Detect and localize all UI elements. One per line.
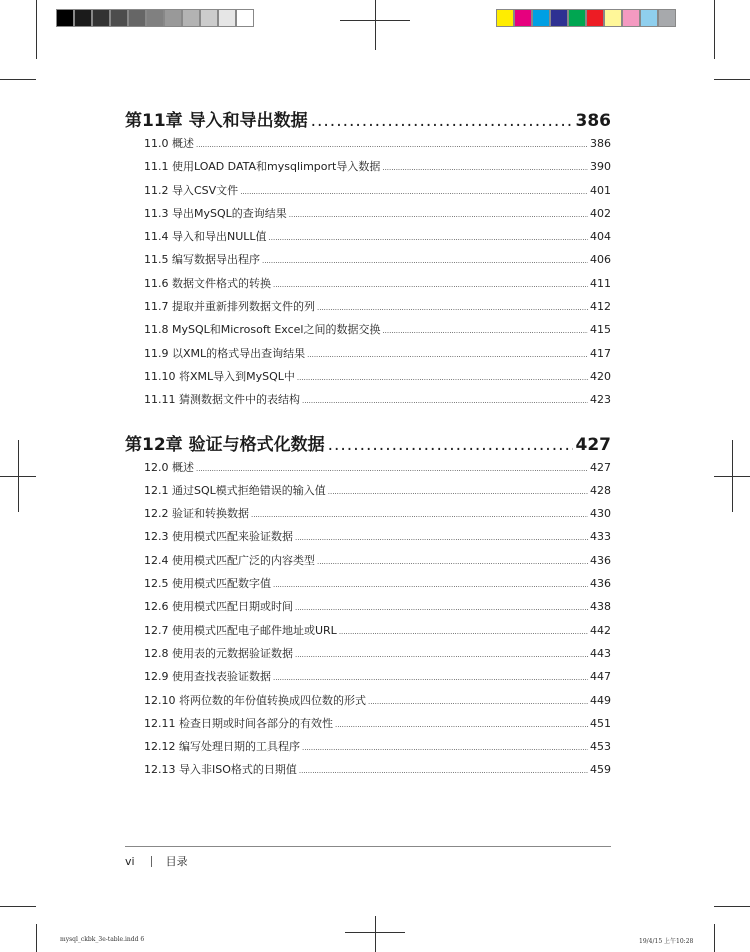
dot-leader	[273, 673, 588, 684]
section-page: 423	[590, 393, 611, 407]
dot-leader	[251, 510, 588, 521]
toc-entry	[144, 555, 611, 578]
page-footer	[125, 853, 188, 869]
section-page: 404	[590, 230, 611, 244]
chapter-heading	[125, 434, 611, 456]
section-title: 12.9 使用查找表验证数据	[144, 670, 271, 684]
chapter-title: 第12章 验证与格式化数据	[125, 434, 325, 455]
color-swatch	[640, 9, 658, 27]
toc-entry	[144, 324, 611, 347]
toc-entry	[144, 625, 611, 648]
section-page: 401	[590, 183, 611, 197]
dot-leader	[317, 303, 588, 314]
toc-entry	[144, 254, 611, 277]
section-title: 12.6 使用模式匹配日期或时间	[144, 600, 293, 614]
dot-leader	[297, 373, 588, 384]
section-title: 11.10 将XML导入到MySQL中	[144, 369, 295, 383]
color-swatch	[550, 9, 568, 27]
toc-entry	[144, 301, 611, 324]
slug-filename: mysql_ckbk_3e-table.indd 6	[60, 936, 145, 943]
section-page: 449	[590, 693, 611, 707]
color-swatch	[622, 9, 640, 27]
section-page: 430	[590, 507, 611, 521]
section-title: 12.11 检查日期或时间各部分的有效性	[144, 716, 333, 730]
footer-separator	[151, 856, 152, 867]
section-title: 11.7 提取并重新排列数据文件的列	[144, 300, 315, 314]
dot-leader	[302, 396, 588, 407]
toc-entry	[144, 648, 611, 671]
section-page: 411	[590, 276, 611, 290]
dot-leader	[311, 110, 573, 132]
dot-leader	[240, 187, 588, 198]
section-page: 390	[590, 160, 611, 174]
footer-page-number: vi	[125, 854, 135, 868]
toc-entry	[144, 671, 611, 694]
toc-entry	[144, 508, 611, 531]
section-page: 433	[590, 530, 611, 544]
dot-leader	[262, 256, 588, 267]
chapter-page: 427	[575, 434, 611, 455]
toc-entry	[144, 531, 611, 554]
section-title: 11.0 概述	[144, 137, 194, 150]
dot-leader	[339, 627, 588, 638]
dot-leader	[295, 650, 588, 661]
dot-leader	[269, 233, 588, 244]
slug-timestamp: 19/4/15 上午10:28	[639, 938, 694, 945]
gray-swatch	[146, 9, 164, 27]
dot-leader	[196, 140, 588, 151]
section-title: 11.3 导出MySQL的查询结果	[144, 206, 287, 220]
toc-entry	[144, 161, 611, 184]
section-title: 11.8 MySQL和Microsoft Excel之间的数据交换	[144, 323, 381, 337]
toc-entry	[144, 278, 611, 301]
table-of-contents	[125, 110, 611, 788]
toc-entry	[144, 601, 611, 624]
gray-swatch	[182, 9, 200, 27]
dot-leader	[273, 280, 588, 291]
section-title: 12.10 将两位数的年份值转换成四位数的形式	[144, 693, 366, 707]
section-title: 12.3 使用模式匹配来验证数据	[144, 530, 293, 544]
toc-entry	[144, 231, 611, 254]
dot-leader	[196, 464, 588, 475]
dot-leader	[307, 350, 588, 361]
section-page: 417	[590, 346, 611, 360]
section-title: 11.5 编写数据导出程序	[144, 253, 260, 267]
toc-entry	[144, 185, 611, 208]
chapter-heading	[125, 110, 611, 132]
dot-leader	[289, 210, 588, 221]
dot-leader	[328, 434, 573, 456]
section-page: 443	[590, 646, 611, 660]
section-page: 420	[590, 369, 611, 383]
section-title: 11.6 数据文件格式的转换	[144, 276, 271, 290]
section-title: 12.1 通过SQL模式拒绝错误的输入值	[144, 483, 326, 497]
footer-rule	[125, 846, 611, 847]
section-page: 453	[590, 740, 611, 754]
section-page: 386	[590, 137, 611, 150]
color-calibration-bar	[496, 9, 676, 27]
section-page: 447	[590, 670, 611, 684]
section-title: 12.4 使用模式匹配广泛的内容类型	[144, 553, 315, 567]
gray-swatch	[92, 9, 110, 27]
dot-leader	[302, 743, 588, 754]
chapter-title: 第11章 导入和导出数据	[125, 111, 308, 131]
section-page: 442	[590, 623, 611, 637]
color-swatch	[568, 9, 586, 27]
gray-swatch	[164, 9, 182, 27]
toc-entry	[144, 741, 611, 764]
section-page: 451	[590, 716, 611, 730]
toc-entry	[144, 138, 611, 161]
section-page: 436	[590, 577, 611, 591]
chapter-page: 386	[575, 111, 611, 131]
dot-leader	[328, 487, 588, 498]
gray-swatch	[128, 9, 146, 27]
section-page: 427	[590, 460, 611, 474]
dot-leader	[382, 326, 588, 337]
section-page: 412	[590, 300, 611, 314]
toc-entry	[144, 485, 611, 508]
section-page: 406	[590, 253, 611, 267]
color-swatch	[496, 9, 514, 27]
toc-entry	[144, 578, 611, 601]
toc-entry	[144, 394, 611, 417]
toc-entry	[144, 462, 611, 485]
chapter-spacer	[125, 418, 611, 434]
color-swatch	[586, 9, 604, 27]
dot-leader	[295, 603, 588, 614]
dot-leader	[368, 697, 588, 708]
dot-leader	[335, 720, 588, 731]
section-title: 11.1 使用LOAD DATA和mysqlimport导入数据	[144, 160, 381, 174]
section-title: 12.8 使用表的元数据验证数据	[144, 646, 293, 660]
section-title: 11.11 猜测数据文件中的表结构	[144, 393, 300, 407]
section-title: 11.4 导入和导出NULL值	[144, 230, 267, 244]
section-title: 12.13 导入非ISO格式的日期值	[144, 763, 297, 777]
toc-entry	[144, 348, 611, 371]
footer-running-title: 目录	[165, 855, 188, 868]
section-page: 459	[590, 763, 611, 777]
dot-leader	[299, 766, 588, 777]
gray-swatch	[74, 9, 92, 27]
gray-swatch	[218, 9, 236, 27]
section-title: 12.7 使用模式匹配电子邮件地址或URL	[144, 623, 337, 637]
gray-calibration-bar	[56, 9, 254, 27]
gray-swatch	[236, 9, 254, 27]
section-title: 12.0 概述	[144, 460, 194, 474]
dot-leader	[273, 580, 588, 591]
section-page: 438	[590, 600, 611, 614]
color-swatch	[514, 9, 532, 27]
toc-entry	[144, 718, 611, 741]
section-title: 12.2 验证和转换数据	[144, 507, 249, 521]
color-swatch	[658, 9, 676, 27]
dot-leader	[317, 557, 588, 568]
section-title: 12.12 编写处理日期的工具程序	[144, 740, 300, 754]
dot-leader	[295, 533, 588, 544]
color-swatch	[532, 9, 550, 27]
gray-swatch	[56, 9, 74, 27]
gray-swatch	[200, 9, 218, 27]
gray-swatch	[110, 9, 128, 27]
toc-entry	[144, 371, 611, 394]
section-page: 436	[590, 553, 611, 567]
section-page: 428	[590, 483, 611, 497]
toc-entry	[144, 695, 611, 718]
section-page: 402	[590, 206, 611, 220]
section-title: 11.2 导入CSV文件	[144, 183, 239, 197]
section-title: 12.5 使用模式匹配数字值	[144, 577, 271, 591]
toc-entry	[144, 208, 611, 231]
dot-leader	[382, 163, 588, 174]
toc-entry	[144, 764, 611, 787]
section-title: 11.9 以XML的格式导出查询结果	[144, 346, 306, 360]
section-page: 415	[590, 323, 611, 337]
color-swatch	[604, 9, 622, 27]
